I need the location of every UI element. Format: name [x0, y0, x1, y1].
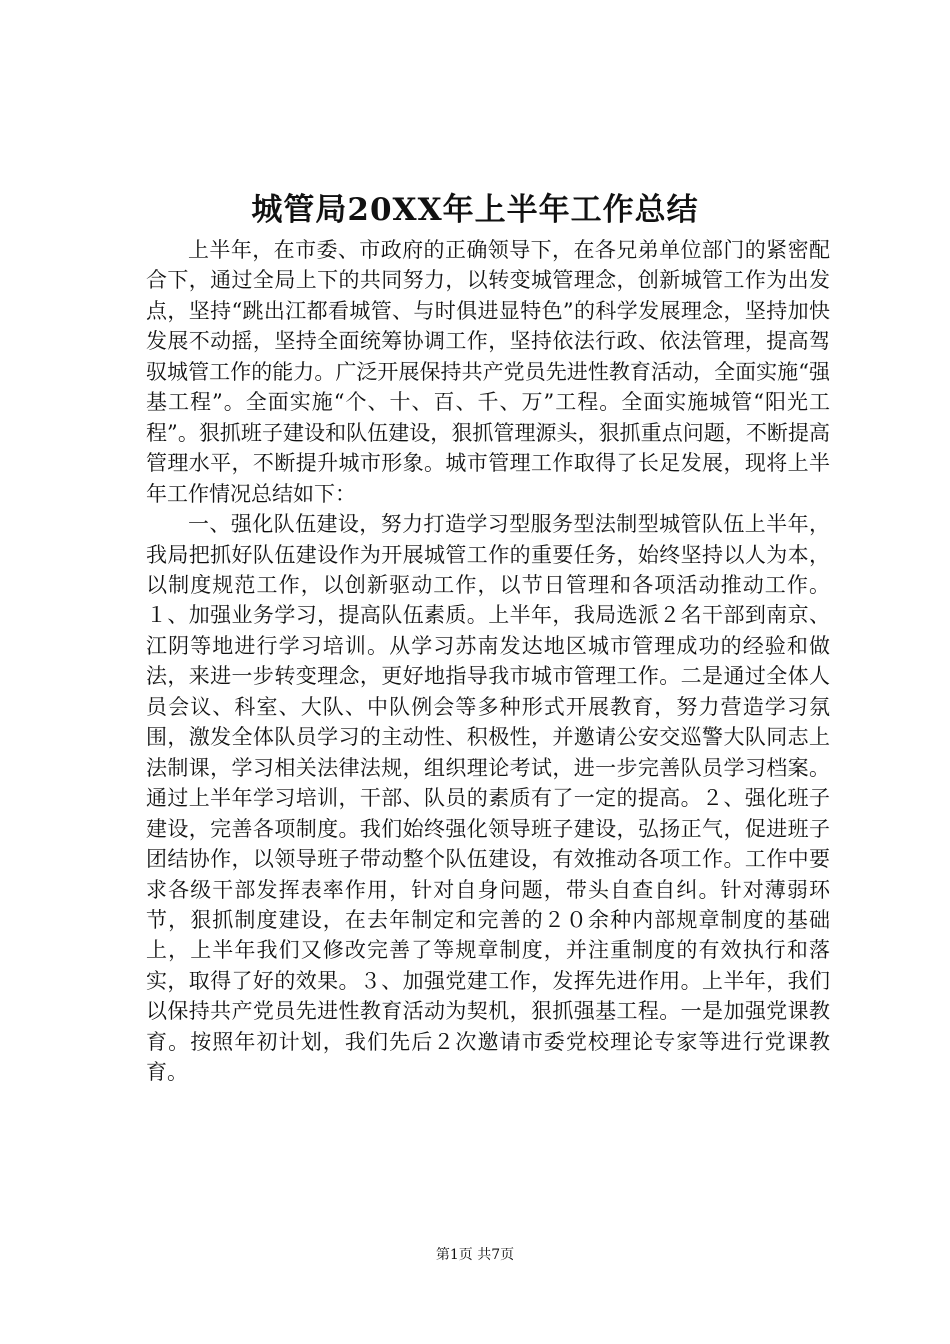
document-body [146, 235, 830, 1088]
paragraph-section-one: 一、强化队伍建设，努力打造学习型服务型法制型城管队伍上半年，我局把抓好队伍建设作为开展城管工作的重要任务，始终坚持以人为本，以制度规范工作，以创新驱动工作，以节日管理和各项活动推动工作。１、加强业务学习，提高队伍素质。上半年，我局选派２名干部到南京、江阴等地进行学习培训。从学习苏南发达地区城市管理成功的经验和做法，来进一步转变理念，更好地指导我市城市管理工作。二是通过全体人员会议、科室、大队、中队例会等多种形式开展教育，努力营造学习氛围，激发全体队员学习的主动性、积极性，并邀请公安交巡警大队同志上法制课，学习相关法律法规，组织理论考试，进一步完善队员学习档案。通过上半年学习培训，干部、队员的素质有了一定的提高。２、强化班子建设，完善各项制度。我们始终强化领导班子建设，弘扬正气，促进班子团结协作，以领导班子带动整个队伍建设，有效推动各项工作。工作中要求各级干部发挥表率作用，针对自身问题，带头自查自纠。针对薄弱环节，狠抓制度建设，在去年制定和完善的２０余种内部规章制度的基础上，上半年我们又修改完善了等规章制度，并注重制度的有效执行和落实，取得了好的效果。３、加强党建工作，发挥先进作用。上半年，我们以保持共产党员先进性教育活动为契机，狠抓强基工程。一是加强党课教育。按照年初计划，我们先后２次邀请市委党校理论专家等进行党课教育。 [146, 512, 830, 1085]
document-title: 城管局20XX年上半年工作总结 [251, 192, 699, 228]
paragraph-intro: 上半年，在市委、市政府的正确领导下，在各兄弟单位部门的紧密配合下，通过全局上下的共同努力，以转变城管理念，创新城管工作为出发点，坚持“跳出江都看城管、与时俱进显特色”的科学发展理念，坚持加快发展不动摇，坚持全面统筹协调工作，坚持依法行政、依法管理，提高驾驭城管工作的能力。广泛开展保持共产党员先进性教育活动，全面实施“强基工程”。全面实施“个、十、百、千、万”工程。全面实施城管“阳光工程”。狠抓班子建设和队伍建设，狠抓管理源头，狠抓重点问题，不断提高管理水平，不断提升城市形象。城市管理工作取得了长足发展，现将上半年工作情况总结如下： [146, 238, 830, 506]
page-footer: 第1页 共7页 [435, 1247, 515, 1263]
